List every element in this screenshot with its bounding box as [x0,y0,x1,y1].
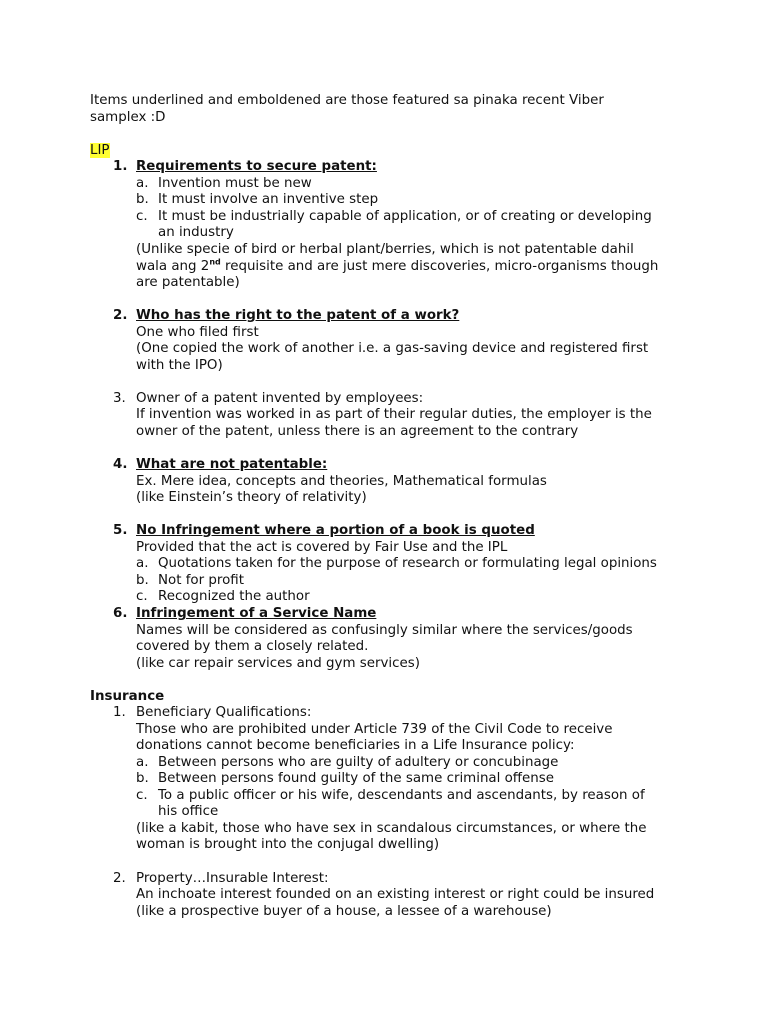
insurance-item-1-line-2: donations cannot become beneficiaries in a Life Insurance policy: [136,738,575,753]
intro-line-2: samplex :D [90,110,166,125]
lip-item-5-sub-a-mark: a. [136,556,149,571]
lip-item-4-line-1: Ex. Mere idea, concepts and theories, Mathematical formulas [136,474,547,489]
lip-item-5-sub-b-mark: b. [136,573,149,588]
insurance-item-1-sub-c-cont: his office [158,804,219,819]
lip-item-2-line-2: (One copied the work of another i.e. a gas-saving device and registered first [136,341,649,356]
lip-item-5-line-1: Provided that the act is covered by Fair Use and the IPL [136,540,508,555]
lip-item-5-sub-a: Quotations taken for the purpose of research or formulating legal opinions [158,556,657,571]
lip-item-1-sub-b-mark: b. [136,192,149,207]
lip-item-1-note-2 [136,258,658,275]
lip-item-6-title: Infringement of a Service Name [136,606,377,621]
insurance-item-1-sub-a-mark: a. [136,755,149,770]
lip-item-6-number: 6. [113,606,128,621]
lip-item-1-note-2-sup: nd [209,257,221,267]
lip-item-4-line-2: (like Einstein’s theory of relativity) [136,490,367,505]
lip-item-4-title: What are not patentable: [136,457,328,472]
lip-item-6-line-2: covered by them a closely related. [136,639,369,654]
insurance-item-1-number: 1. [113,705,126,720]
lip-item-5-sub-c-mark: c. [136,589,148,604]
lip-item-3-number: 3. [113,391,126,406]
insurance-item-1-note-1: (like a kabit, those who have sex in scandalous circumstances, or where the [136,821,647,836]
lip-item-1-sub-c-mark: c. [136,209,148,224]
lip-item-2-line-1: One who filed first [136,325,259,340]
intro-line-1: Items underlined and emboldened are those featured sa pinaka recent Viber [90,93,604,108]
insurance-item-2-line-2: (like a prospective buyer of a house, a lessee of a warehouse) [136,904,552,919]
lip-item-3-title: Owner of a patent invented by employees: [136,391,424,406]
lip-item-3-line-1: If invention was worked in as part of their regular duties, the employer is the [136,407,652,422]
insurance-item-2-number: 2. [113,871,126,886]
lip-item-1-title: Requirements to secure patent: [136,159,377,174]
lip-item-1-sub-b: It must involve an inventive step [158,192,379,207]
lip-item-5-sub-b: Not for profit [158,573,244,588]
lip-item-1-note-2a: wala ang 2 [136,259,210,274]
lip-item-2-number: 2. [113,308,128,323]
lip-item-3-line-2: owner of the patent, unless there is an agreement to the contrary [136,424,579,439]
insurance-item-1-sub-c-mark: c. [136,788,148,803]
lip-item-1-sub-c: It must be industrially capable of application, or of creating or developing [158,209,652,224]
insurance-item-1-sub-c: To a public officer or his wife, descendants and ascendants, by reason of [158,788,645,803]
lip-item-6-line-1: Names will be considered as confusingly similar where the services/goods [136,623,633,638]
lip-item-5-sub-c: Recognized the author [158,589,310,604]
lip-item-2-title: Who has the right to the patent of a work? [136,308,460,323]
lip-item-1-sub-c-cont: an industry [158,225,234,240]
insurance-item-1-line-1: Those who are prohibited under Article 739 of the Civil Code to receive [136,722,613,737]
insurance-item-1-sub-b-mark: b. [136,771,149,786]
insurance-item-1-sub-b: Between persons found guilty of the same criminal offense [158,771,554,786]
lip-item-5-number: 5. [113,523,128,538]
lip-item-1-note-1: (Unlike specie of bird or herbal plant/berries, which is not patentable dahil [136,242,634,257]
insurance-item-2-title: Property…Insurable Interest: [136,871,329,886]
insurance-item-1-note-2: woman is brought into the conjugal dwelling) [136,837,440,852]
lip-item-5-title: No Infringement where a portion of a book is quoted [136,523,535,538]
lip-item-1-note-2b: requisite and are just mere discoveries, micro-organisms though [220,259,659,274]
lip-item-1-number: 1. [113,159,128,174]
lip-item-1-sub-a: Invention must be new [158,176,312,191]
lip-item-1-note-3: are patentable) [136,275,240,290]
lip-item-6-line-3: (like car repair services and gym services) [136,656,420,671]
lip-heading-highlight: LIP [90,143,110,158]
insurance-item-1-title: Beneficiary Qualifications: [136,705,312,720]
insurance-item-2-line-1: An inchoate interest founded on an existing interest or right could be insured [136,887,655,902]
lip-item-1-sub-a-mark: a. [136,176,149,191]
section-heading-insurance: Insurance [90,689,165,704]
lip-item-2-line-3: with the IPO) [136,358,223,373]
insurance-item-1-sub-a: Between persons who are guilty of adultery or concubinage [158,755,559,770]
lip-item-4-number: 4. [113,457,128,472]
section-heading-lip [90,142,110,159]
